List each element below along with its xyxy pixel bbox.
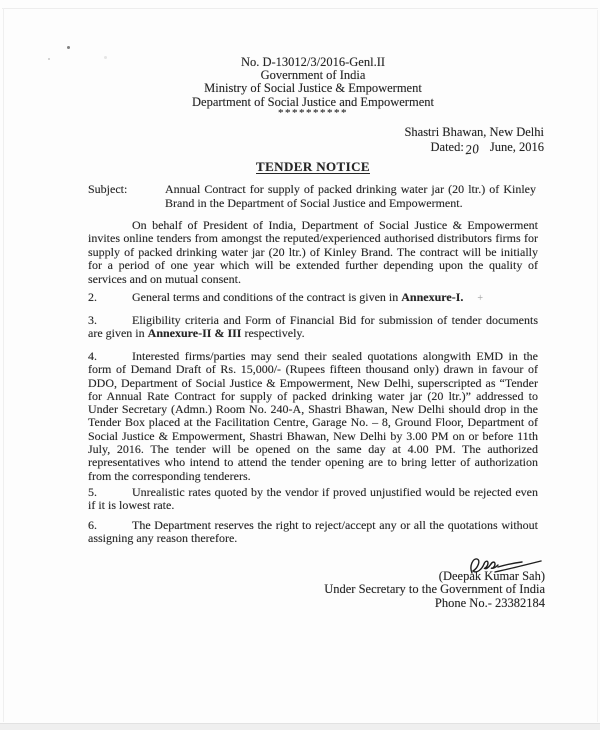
- date-label: Dated:: [430, 139, 464, 154]
- clause-6: [88, 519, 538, 546]
- scan-edge-top: [2, 8, 598, 9]
- clause-2-annexure-ref: Annexure-I.: [401, 290, 464, 304]
- clause-2-number: 2.: [88, 290, 97, 304]
- signatory-designation: Under Secretary to the Government of India: [324, 582, 545, 597]
- handwritten-date-day: 20: [464, 140, 480, 157]
- scan-speckle: [67, 46, 70, 49]
- clause-4-number: 4.: [88, 349, 97, 363]
- separator-asterisks: **********: [278, 106, 348, 119]
- scan-edge-bottom: [0, 723, 600, 730]
- scan-ink-artifact: +: [477, 293, 484, 304]
- clause-2-text: General terms and conditions of the contract is given in: [132, 290, 402, 304]
- subject-block: [88, 183, 538, 211]
- org-line-department: Department of Social Justice and Empowerment: [192, 94, 434, 109]
- clause-6-text: The Department reserves the right to reject/accept any or all the quotations without assigning any reason therefore.: [88, 518, 538, 546]
- opening-paragraph: On behalf of President of India, Department of Social Justice & Empowerment invites online tenders from amongst the reputed/experienced authorised distributors firms for supply of packed drinking water jar (20 ltr.) of Kinley Brand. The contract will be initially for a period of one year which will be extended further depending upon the quality of services and on mutual consent.: [88, 218, 538, 286]
- clause-2: [88, 291, 538, 305]
- clause-6-number: 6.: [88, 518, 97, 532]
- subject-text: Annual Contract for supply of packed drinking water jar (20 ltr.) of Kinley Brand in the Department of Social Justice and Empowerment.: [165, 182, 536, 210]
- signatory-name: (Deepak Kumar Sah): [438, 569, 545, 583]
- signatory-phone: Phone No.- 23382184: [434, 595, 545, 610]
- clause-4-text: Interested firms/parties may send their sealed quotations alongwith EMD in the form of Demand Draft of Rs. 15,000/- (Rupees fifteen thousand only) drawn in favour of DDO, Department of Social Justice & Empowerment, New Delhi, superscripted as “Tender for Annual Rate Contract for supply of packed drinking water jar (20 ltr.)” addressed to Under Secretary (Admn.) Room No. 240-A, Shastri Bhawan, New Delhi should drop in the Tender Box placed at the Facilitation Centre, Garage No. – 8, Ground Floor, Department of Social Justice & Empowerment, Shastri Bhawan, New Delhi by 3.00 PM on or before 11th July, 2016. The tender will be opened on the same day at 4.00 PM. The authorized representatives who intend to attend the tender opening are to bring letter of authorization from the corresponding tenderers.: [88, 349, 538, 483]
- clause-3-annexure-ref: Annexure-II & III: [147, 326, 242, 341]
- scan-speckle: [48, 58, 50, 60]
- clause-3-number: 3.: [88, 313, 97, 327]
- letterhead: [88, 56, 538, 118]
- date-rest: June, 2016: [489, 139, 544, 154]
- place-date-block: [404, 125, 544, 157]
- signature-scribble-icon: [465, 554, 543, 580]
- clause-3-text: Eligibility criteria and Form of Financial Bid for submission of tender documents are given in: [88, 313, 538, 341]
- clause-4: [88, 350, 538, 483]
- clause-5: [88, 486, 538, 513]
- scan-edge-right: [597, 10, 598, 722]
- subject-label: Subject:: [88, 182, 128, 196]
- document-title: TENDER NOTICE: [256, 159, 370, 174]
- scan-edge-left: [3, 8, 4, 722]
- org-line-government: Government of India: [260, 68, 366, 83]
- clause-5-text: Unrealistic rates quoted by the vendor if proved unjustified would be rejected even if it is lowest rate.: [88, 485, 538, 513]
- place-line: Shastri Bhawan, New Delhi: [404, 125, 544, 139]
- signature-block: [245, 552, 545, 610]
- reference-number: No. D-13012/3/2016-Genl.II: [240, 55, 386, 69]
- clause-3: [88, 314, 538, 341]
- clause-3-text-after: respectively.: [241, 326, 305, 341]
- clause-5-number: 5.: [88, 485, 97, 499]
- date-line: [404, 140, 544, 155]
- org-line-ministry: Ministry of Social Justice & Empowerment: [204, 81, 422, 96]
